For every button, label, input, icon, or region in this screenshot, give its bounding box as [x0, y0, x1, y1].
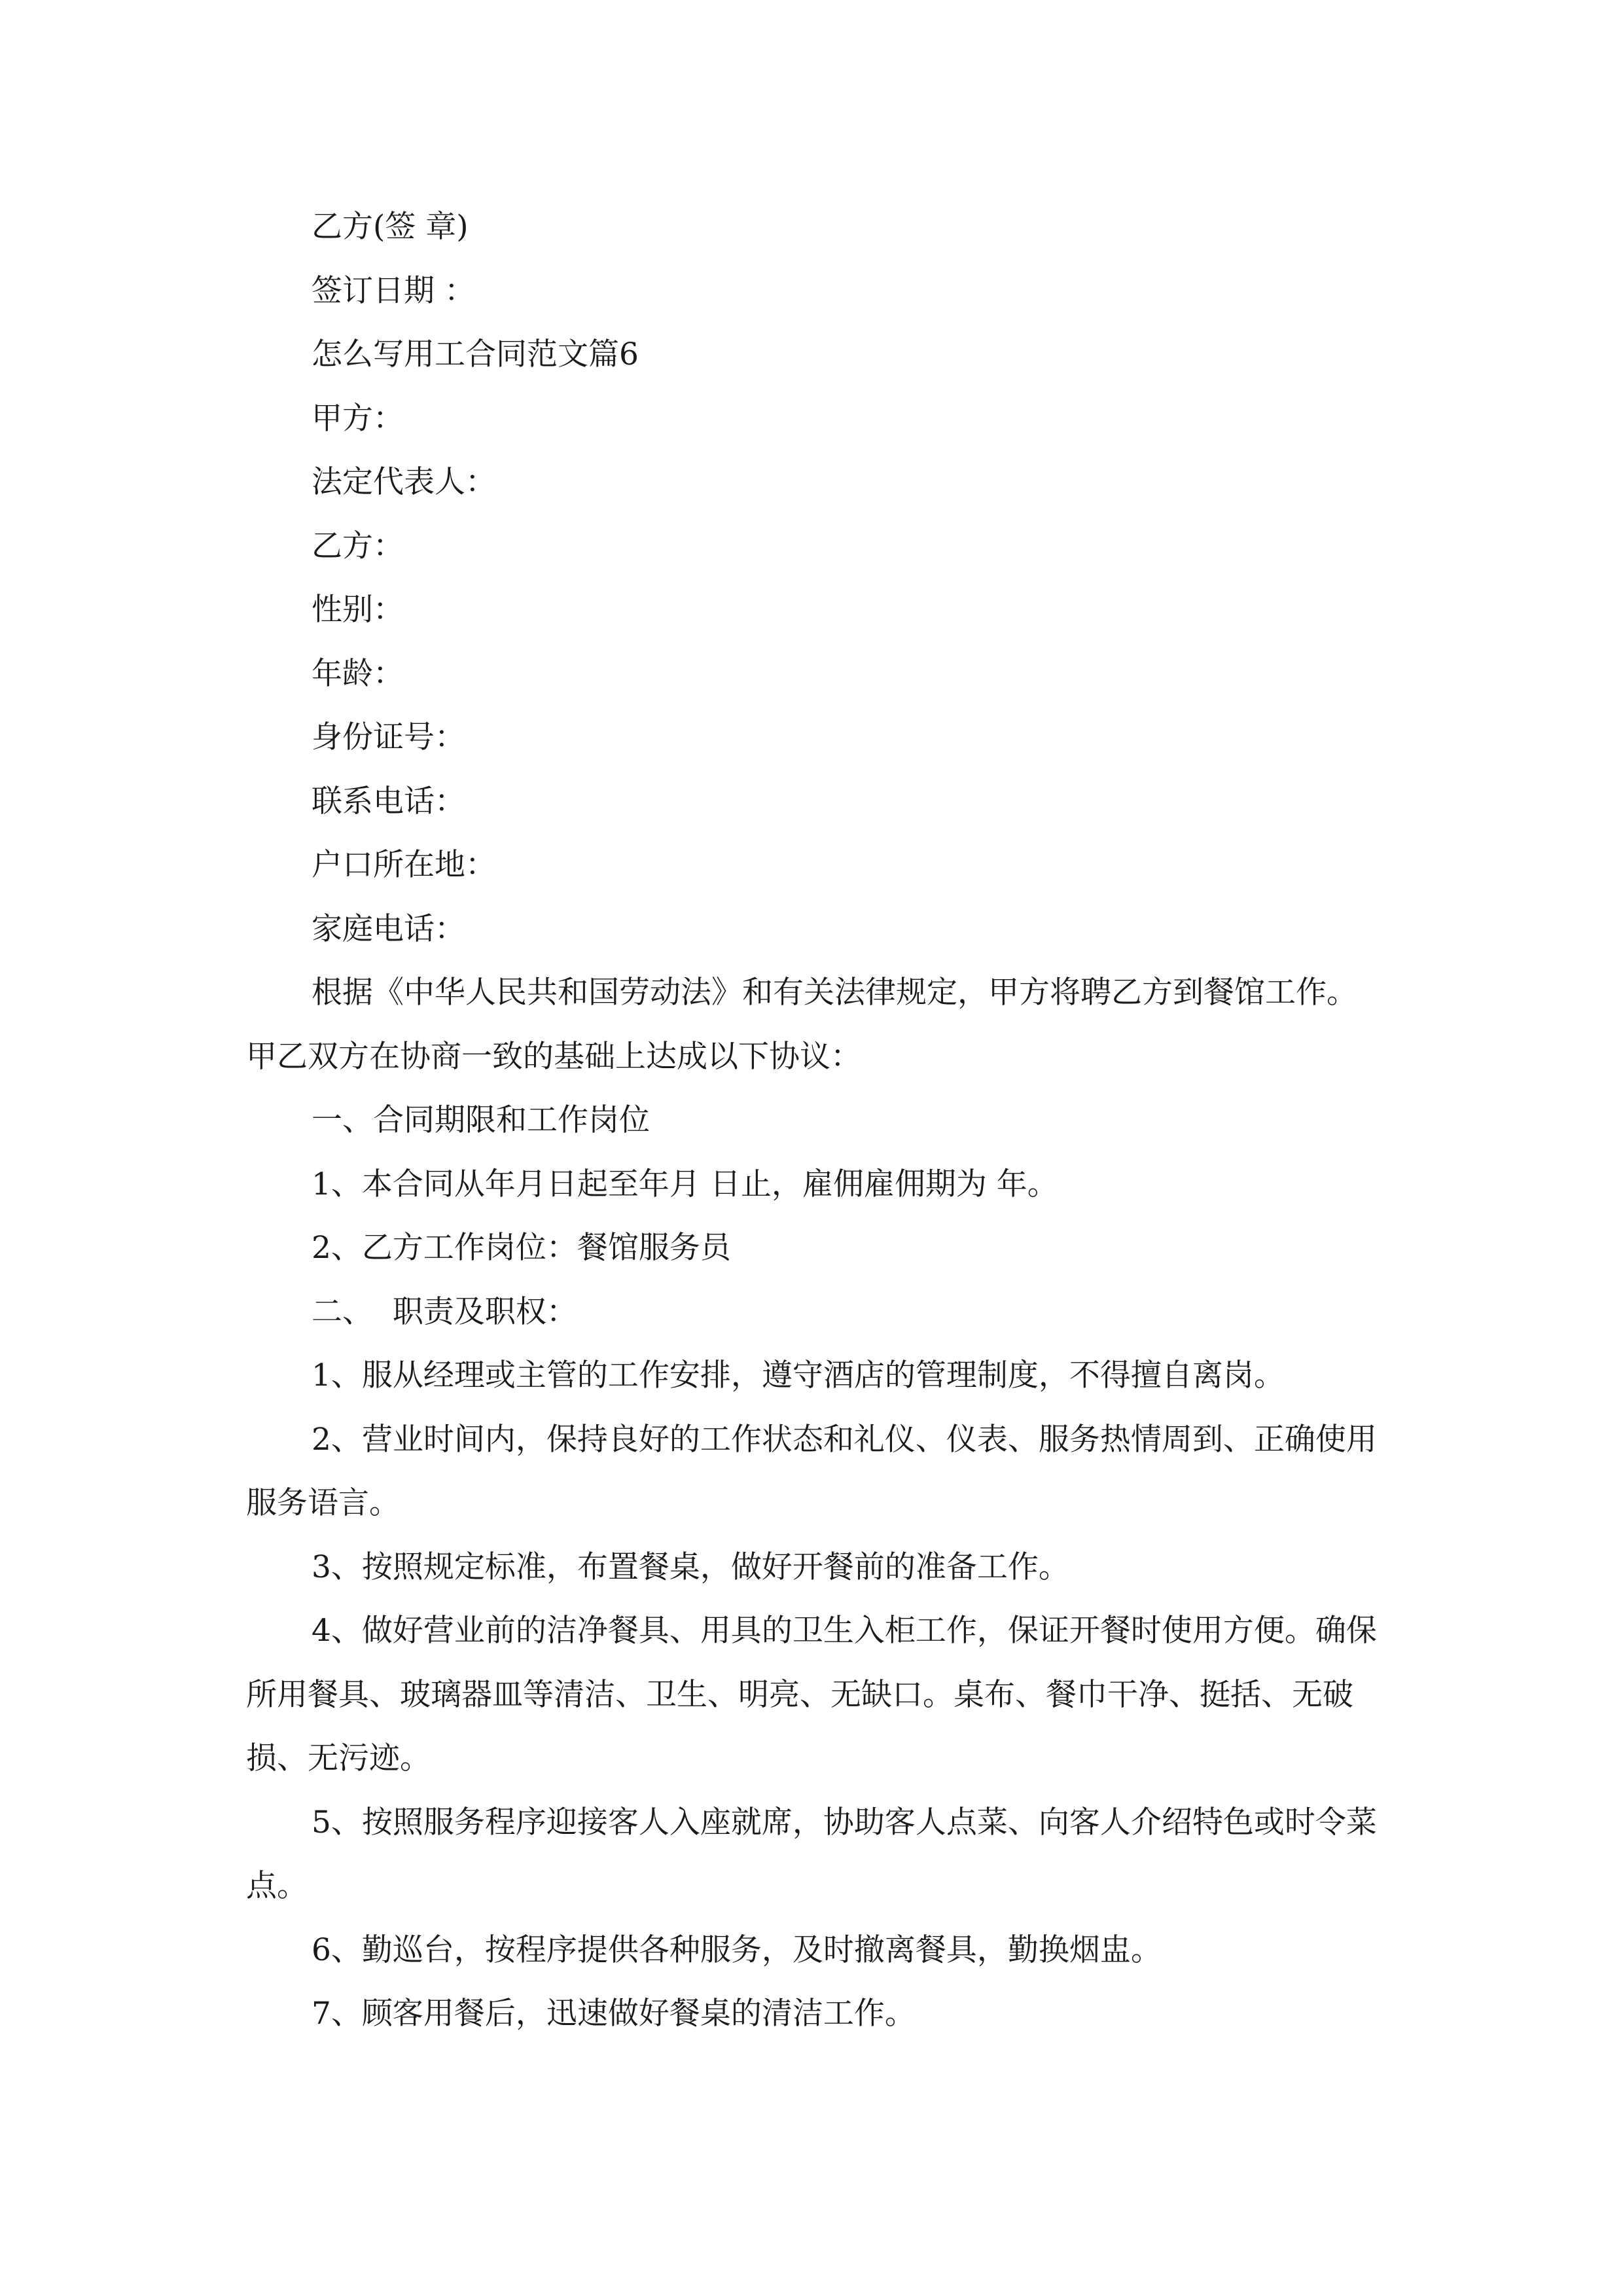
preamble-paragraph: 根据《中华人民共和国劳动法》和有关法律规定，甲方将聘乙方到餐馆工作。甲乙双方在协商一致的基础上达成以下协议： [246, 975, 1357, 1075]
signing-date-line: 签订日期 ： [312, 272, 475, 309]
clause-item: 1、服从经理或主管的工作安排，遵守酒店的管理制度，不得擅自离岗。 [312, 1357, 1285, 1393]
clause-item: 4、做好营业前的洁净餐具、用具的卫生入柜工作，保证开餐时使用方便。确保所用餐具、玻璃器皿等清洁、卫生、明亮、无缺口。桌布、餐巾干净、挺括、无破损、无污迹。 [246, 1613, 1377, 1776]
household-registration-field: 户口所在地： [312, 847, 496, 883]
clause-heading-duties: 二、 职责及职权： [312, 1293, 577, 1330]
clause-item: 5、按照服务程序迎接客人入座就席，协助客人点菜、向客人介绍特色或时令菜点。 [246, 1804, 1377, 1904]
phone-field: 联系电话： [312, 783, 465, 819]
clause-item: 2、乙方工作岗位：餐馆服务员 [312, 1230, 731, 1266]
clause-heading-term: 一、合同期限和工作岗位 [312, 1102, 650, 1138]
clause-item: 7、顾客用餐后，迅速做好餐桌的清洁工作。 [312, 1996, 916, 2032]
gender-field: 性别： [312, 592, 404, 628]
clause-item: 1、本合同从年月日起至年月 日止，雇佣雇佣期为 年。 [312, 1166, 1058, 1202]
legal-representative-field: 法定代表人： [312, 464, 496, 500]
clause-item: 2、营业时间内，保持良好的工作状态和礼仪、仪表、服务热情周到、正确使用服务语言。 [246, 1421, 1377, 1521]
age-field: 年龄： [312, 655, 404, 692]
contract-text [246, 195, 1382, 2046]
party-b-signature-line: 乙方(签 章) [312, 209, 469, 245]
home-phone-field: 家庭电话： [312, 910, 465, 947]
section-heading: 怎么写用工合同范文篇6 [312, 336, 639, 372]
clause-item: 6、勤巡台，按程序提供各种服务，及时撤离餐具，勤换烟盅。 [312, 1931, 1162, 1968]
id-number-field: 身份证号： [312, 719, 465, 755]
party-b-field: 乙方： [312, 528, 404, 564]
party-a-field: 甲方： [312, 400, 404, 437]
clause-item: 3、按照规定标准，布置餐桌，做好开餐前的准备工作。 [312, 1549, 1069, 1585]
